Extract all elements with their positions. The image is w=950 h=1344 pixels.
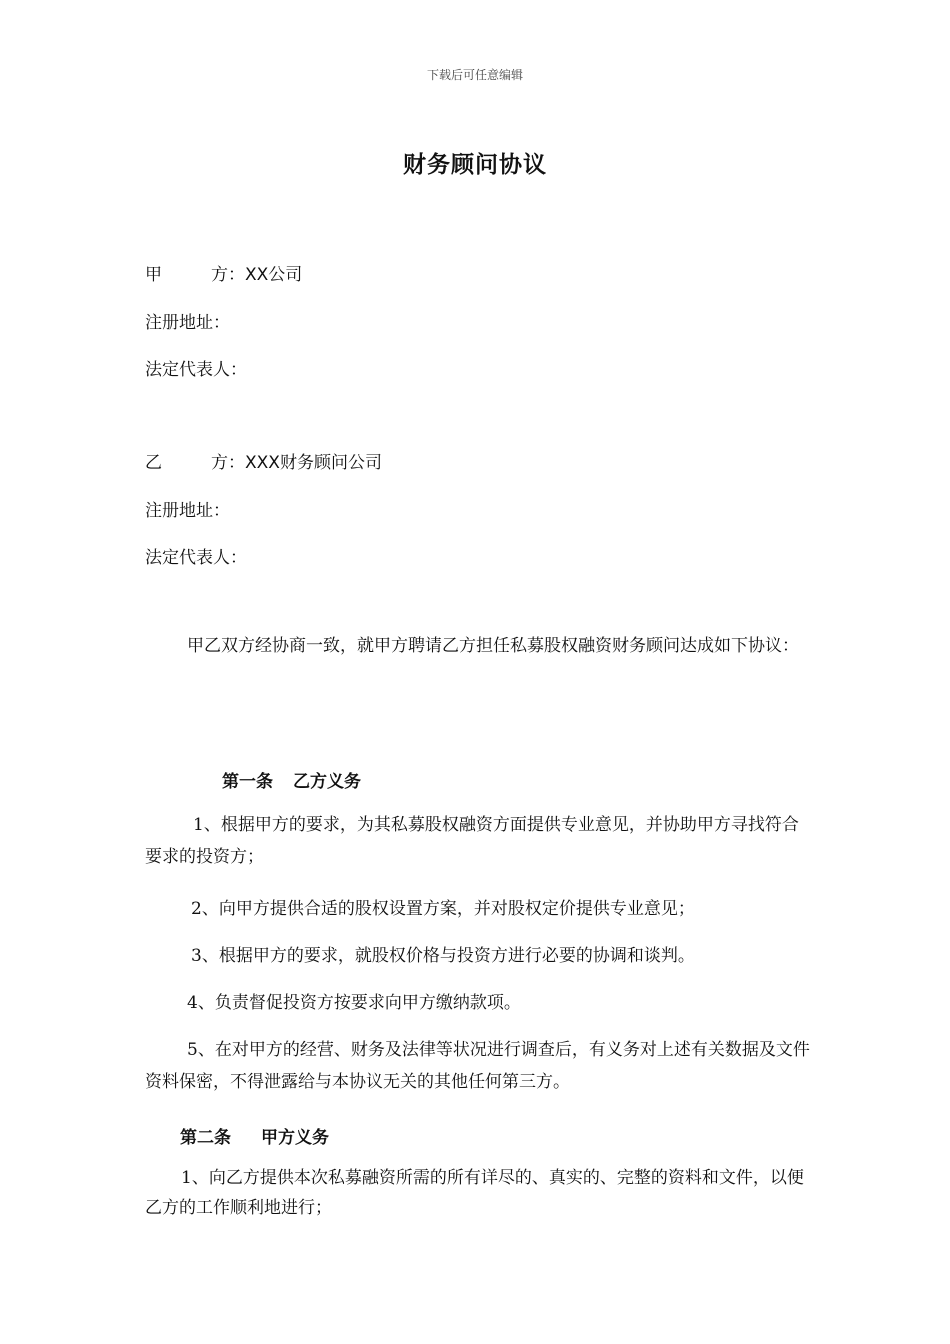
article-1-item-4: 4、负责督促投资方按要求向甲方缴纳款项。: [187, 993, 521, 1013]
article-2-item-1: 1、向乙方提供本次私募融资所需的所有详尽的、真实的、完整的资料和文件，以便乙方的工作顺利地进行；: [145, 1168, 804, 1218]
party-b-line: [145, 448, 382, 473]
article-2-number: 第二条: [180, 1128, 231, 1148]
article-1-item-3: 3、根据甲方的要求，就股权价格与投资方进行必要的协调和谈判。: [191, 946, 695, 966]
party-a-label-first: 甲: [145, 265, 162, 285]
party-a-name: XX公司: [245, 265, 303, 285]
article-2-title: 甲方义务: [261, 1128, 329, 1148]
article-1-item-2: 2、向甲方提供合适的股权设置方案，并对股权定价提供专业意见；: [191, 899, 695, 919]
article-1-title: 乙方义务: [293, 772, 361, 792]
party-a-rep-label: 法定代表人：: [145, 360, 247, 380]
intro-paragraph: 甲乙双方经协商一致，就甲方聘请乙方担任私募股权融资财务顾问达成如下协议：: [187, 636, 799, 656]
party-a-label-second: 方：: [211, 265, 245, 285]
party-b-rep-label: 法定代表人：: [145, 548, 247, 568]
party-a-address-label: 注册地址：: [145, 313, 230, 333]
party-b-label-second: 方：: [211, 453, 245, 473]
party-a-line: [145, 260, 302, 285]
party-b-label-first: 乙: [145, 453, 162, 473]
party-b-name: XXX财务顾问公司: [245, 453, 382, 473]
header-note: 下载后可任意编辑: [426, 68, 523, 82]
article-1-heading: [222, 767, 361, 792]
article-1-item-5: 5、在对甲方的经营、财务及法律等状况进行调查后，有义务对上述有关数据及文件资料保密，不得泄露给与本协议无关的其他任何第三方。: [145, 1040, 810, 1092]
party-b-address-label: 注册地址：: [145, 501, 230, 521]
article-1-number: 第一条: [222, 772, 273, 792]
document-title: 财务顾问协议: [403, 152, 547, 178]
article-1-item-1: 1、根据甲方的要求，为其私募股权融资方面提供专业意见，并协助甲方寻找符合要求的投资方；: [145, 815, 799, 867]
article-2-heading: [180, 1123, 329, 1148]
